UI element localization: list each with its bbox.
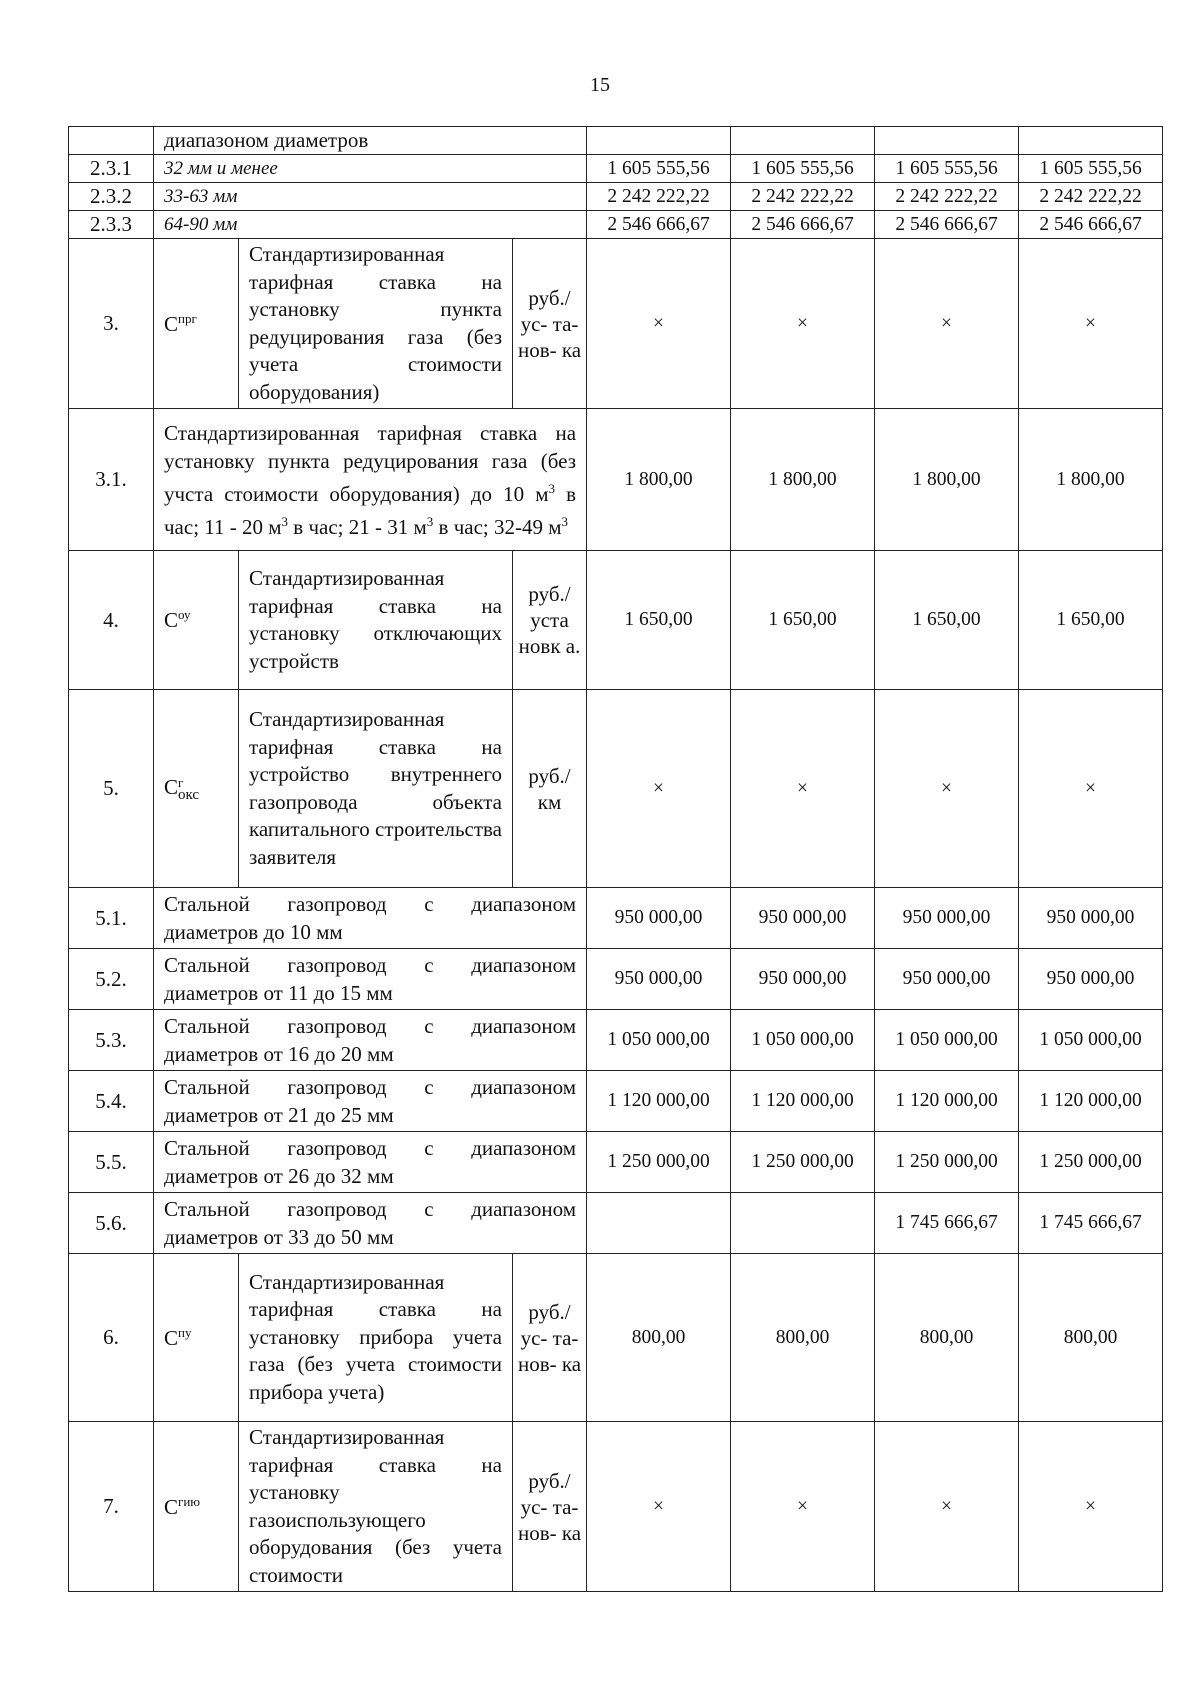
rate-code: $C^{гию}$ xyxy=(154,1422,239,1592)
rate-code: $C^{прг}$ xyxy=(154,239,239,409)
value-cell: 950 000,00 xyxy=(587,949,731,1010)
value-cell: 1 800,00 xyxy=(875,409,1019,551)
value-cell: 1 605 555,56 xyxy=(587,155,731,183)
value-cell: × xyxy=(875,239,1019,409)
value-cell: 1 250 000,00 xyxy=(731,1132,875,1193)
value-cell: 2 546 666,67 xyxy=(587,211,731,239)
value-cell: × xyxy=(731,239,875,409)
unit-cell: руб./ ус- та- нов- ка xyxy=(513,1254,587,1422)
value-cell: × xyxy=(1019,1422,1163,1592)
value-cell: × xyxy=(587,239,731,409)
unit-cell: руб./ км xyxy=(513,690,587,888)
row-description: Стандартизированная тарифная ставка на установку пункта редуцирования газа (без учета стоимости оборудования) xyxy=(239,239,513,409)
value-cell: 1 745 666,67 xyxy=(875,1193,1019,1254)
row-description: Стандартизированная тарифная ставка на установку прибора учета газа (без учета стоимости прибора учета) xyxy=(239,1254,513,1422)
row-number: 2.3.3 xyxy=(69,211,154,239)
value-cell: × xyxy=(731,690,875,888)
value-cell: 1 050 000,00 xyxy=(731,1010,875,1071)
row-description: Стальной газопровод с диапазоном диаметров от 33 до 50 мм xyxy=(154,1193,587,1254)
value-cell: 800,00 xyxy=(875,1254,1019,1422)
table-row xyxy=(69,1071,1163,1132)
row-description: Стандартизированная тарифная ставка на установку пункта редуцирования газа (без учста стоимости оборудования) до 10 $м^3$ в час; 11 - 20 $м^3$ в час; 21 - 31 $м^3$ в час; 32-49 $м^3$ xyxy=(154,409,587,551)
rate-code: C г окс xyxy=(154,690,239,888)
value-cell: 1 050 000,00 xyxy=(1019,1010,1163,1071)
value-cell: 950 000,00 xyxy=(1019,888,1163,949)
row-description: Стальной газопровод с диапазоном диаметров от 11 до 15 мм xyxy=(154,949,587,1010)
value-cell xyxy=(587,1193,731,1254)
value-cell: 1 050 000,00 xyxy=(587,1010,731,1071)
value-cell: 1 605 555,56 xyxy=(1019,155,1163,183)
value-cell: 2 242 222,22 xyxy=(587,183,731,211)
value-cell: 1 650,00 xyxy=(875,551,1019,690)
row-number: 2.3.1 xyxy=(69,155,154,183)
table-row xyxy=(69,690,1163,888)
row-description: Стальной газопровод с диапазоном диаметров до 10 мм xyxy=(154,888,587,949)
table-row xyxy=(69,183,1163,211)
value-cell: 2 546 666,67 xyxy=(731,211,875,239)
value-cell: 1 605 555,56 xyxy=(875,155,1019,183)
table-row xyxy=(69,888,1163,949)
row-description: Стандартизированная тарифная ставка на установку газоиспользующего оборудования (без учета стоимости xyxy=(239,1422,513,1592)
value-cell: × xyxy=(1019,690,1163,888)
row-number: 5.2. xyxy=(69,949,154,1010)
table-row xyxy=(69,211,1163,239)
value-cell: 1 650,00 xyxy=(731,551,875,690)
table-row xyxy=(69,1010,1163,1071)
table-row xyxy=(69,239,1163,409)
value-cell: × xyxy=(587,690,731,888)
value-cell: 1 120 000,00 xyxy=(875,1071,1019,1132)
table-row xyxy=(69,155,1163,183)
table-row xyxy=(69,1132,1163,1193)
value-cell: 1 250 000,00 xyxy=(587,1132,731,1193)
value-cell: 2 242 222,22 xyxy=(1019,183,1163,211)
value-cell: 1 120 000,00 xyxy=(731,1071,875,1132)
row-number: 3. xyxy=(69,239,154,409)
value-cell: 950 000,00 xyxy=(1019,949,1163,1010)
value-cell: 2 242 222,22 xyxy=(731,183,875,211)
table-row xyxy=(69,1422,1163,1592)
value-cell: × xyxy=(1019,239,1163,409)
value-cell: 2 242 222,22 xyxy=(875,183,1019,211)
value-cell: 1 800,00 xyxy=(731,409,875,551)
value-cell: × xyxy=(875,690,1019,888)
tariff-table xyxy=(68,126,1163,1592)
value-cell: 950 000,00 xyxy=(875,888,1019,949)
value-cell: × xyxy=(875,1422,1019,1592)
rate-code: $C^{пу}$ xyxy=(154,1254,239,1422)
unit-cell: руб./ уста новк а. xyxy=(513,551,587,690)
table-row xyxy=(69,1254,1163,1422)
value-cell xyxy=(731,1193,875,1254)
value-cell: 1 250 000,00 xyxy=(875,1132,1019,1193)
value-cell: 1 650,00 xyxy=(587,551,731,690)
row-number: 6. xyxy=(69,1254,154,1422)
value-cell: 1 800,00 xyxy=(1019,409,1163,551)
rate-code: $C^{оу}$ xyxy=(154,551,239,690)
row-number: 4. xyxy=(69,551,154,690)
value-cell: 800,00 xyxy=(587,1254,731,1422)
value-cell: 950 000,00 xyxy=(875,949,1019,1010)
row-number: 5.4. xyxy=(69,1071,154,1132)
value-cell: 800,00 xyxy=(1019,1254,1163,1422)
unit-cell: руб./ ус- та- нов- ка xyxy=(513,1422,587,1592)
value-cell: 1 120 000,00 xyxy=(587,1071,731,1132)
value-cell: 1 650,00 xyxy=(1019,551,1163,690)
value-cell: 2 546 666,67 xyxy=(1019,211,1163,239)
row-number: 3.1. xyxy=(69,409,154,551)
value-cell: 950 000,00 xyxy=(731,888,875,949)
value-cell: 1 605 555,56 xyxy=(731,155,875,183)
row-number: 7. xyxy=(69,1422,154,1592)
value-cell: 1 120 000,00 xyxy=(1019,1071,1163,1132)
value-cell: × xyxy=(587,1422,731,1592)
row-number: 2.3.2 xyxy=(69,183,154,211)
page-number: 15 xyxy=(590,74,610,96)
row-number: 5.5. xyxy=(69,1132,154,1193)
value-cell: 1 800,00 xyxy=(587,409,731,551)
row-number: 5.3. xyxy=(69,1010,154,1071)
value-cell: 1 250 000,00 xyxy=(1019,1132,1163,1193)
row-description: Стальной газопровод с диапазоном диаметров от 16 до 20 мм xyxy=(154,1010,587,1071)
row-label: 32 мм и менее xyxy=(154,155,587,183)
row-description: Стальной газопровод с диапазоном диаметров от 21 до 25 мм xyxy=(154,1071,587,1132)
value-cell: × xyxy=(731,1422,875,1592)
row-number: 5.6. xyxy=(69,1193,154,1254)
table-row xyxy=(69,949,1163,1010)
row-description: Стандартизированная тарифная ставка на установку отключающих устройств xyxy=(239,551,513,690)
row-number: 5. xyxy=(69,690,154,888)
value-cell: 2 546 666,67 xyxy=(875,211,1019,239)
table-row xyxy=(69,551,1163,690)
row-number: 5.1. xyxy=(69,888,154,949)
value-cell: 950 000,00 xyxy=(731,949,875,1010)
unit-cell: руб./ ус- та- нов- ка xyxy=(513,239,587,409)
table-row xyxy=(69,1193,1163,1254)
value-cell: 950 000,00 xyxy=(587,888,731,949)
value-cell: 1 745 666,67 xyxy=(1019,1193,1163,1254)
value-cell: 1 050 000,00 xyxy=(875,1010,1019,1071)
row-label: диапазоном диаметров xyxy=(154,127,587,155)
row-label: 64-90 мм xyxy=(154,211,587,239)
row-description: Стандартизированная тарифная ставка на устройство внутреннего газопровода объекта капитального строительства заявителя xyxy=(239,690,513,888)
table-row xyxy=(69,127,1163,155)
value-cell: 800,00 xyxy=(731,1254,875,1422)
row-label: 33-63 мм xyxy=(154,183,587,211)
table-row xyxy=(69,409,1163,551)
row-description: Стальной газопровод с диапазоном диаметров от 26 до 32 мм xyxy=(154,1132,587,1193)
